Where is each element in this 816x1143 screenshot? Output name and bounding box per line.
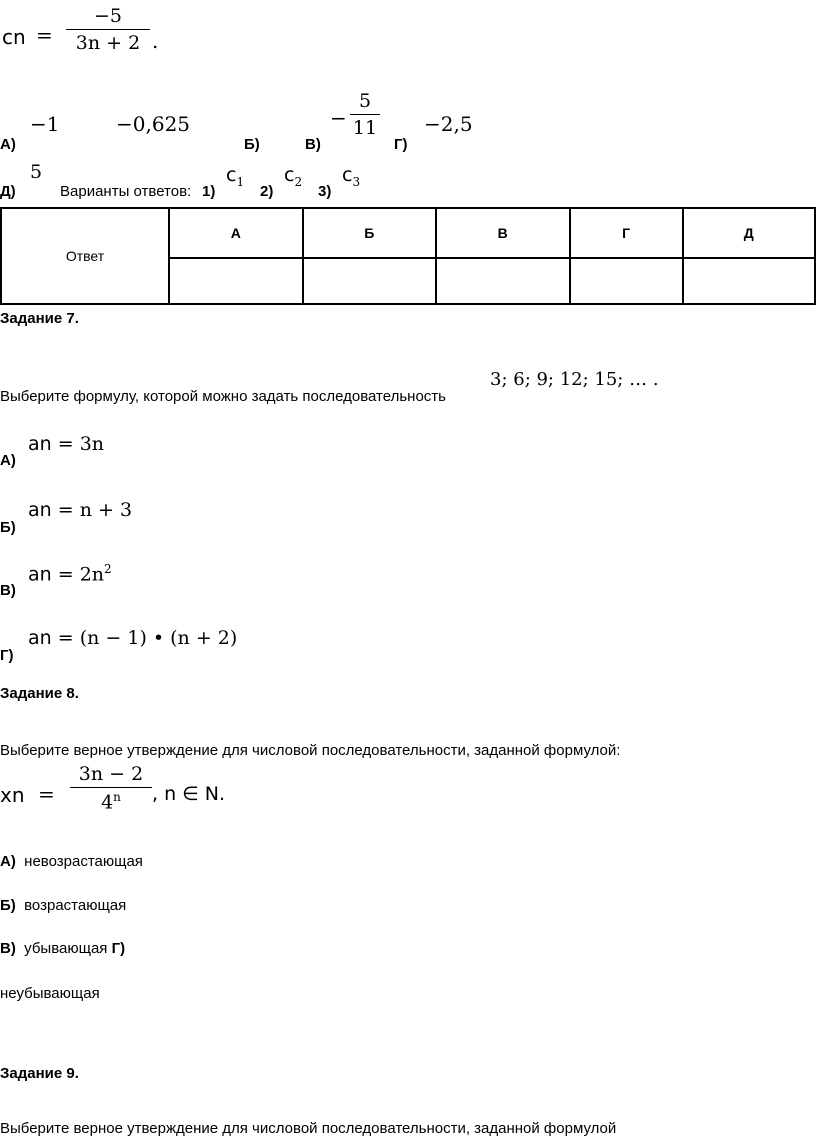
q8-option-v-label: В) [0, 940, 16, 957]
q7-option-v-label: В) [0, 582, 16, 599]
answer-cell-g[interactable] [570, 258, 683, 304]
q6-formula [2, 5, 172, 65]
q6-value-3-fraction [350, 90, 380, 139]
q6-value-3-sign: − [330, 106, 347, 130]
q8-option-a-text: невозрастающая [24, 853, 143, 870]
answer-header-a: А [169, 208, 303, 258]
q6-variant-1-symbol: $c_1$ [226, 164, 245, 189]
q7-sequence: 3; 6; 9; 12; 15; … . [490, 369, 659, 390]
q6-value-5: 5 [30, 161, 43, 183]
q8-formula-lhs: xn [0, 783, 25, 807]
answer-header-v: В [436, 208, 570, 258]
q6-option-b-label: Б) [244, 136, 260, 153]
answer-cell-a[interactable] [169, 258, 303, 304]
q6-formula-lhs: cn [2, 25, 26, 49]
q9-title: Задание 9. [0, 1065, 79, 1082]
q6-option-d-label: Д) [0, 183, 16, 200]
q7-option-b-formula: an = n + 3 [28, 499, 133, 521]
q8-option-a [0, 853, 143, 870]
q6-variant-2-symbol: $c_2$ [284, 164, 303, 189]
q6-variant-2-num: 2) [260, 183, 274, 200]
q6-formula-eq: = [36, 23, 53, 47]
q6-option-v-label: В) [305, 136, 321, 153]
answer-table [0, 207, 816, 305]
q8-formula-den: 4$^n$ [101, 790, 121, 814]
q8-formula-num: 3n − 2 [78, 763, 144, 785]
answer-cell-b[interactable] [303, 258, 436, 304]
q6-formula-fraction [66, 5, 150, 54]
answer-header-b: Б [303, 208, 436, 258]
q7-option-v-formula: an = $2n^2$ [28, 562, 112, 586]
q9-text: Выберите верное утверждение для числовой последовательности, заданной формулой [0, 1120, 617, 1137]
q6-variant-3-num: 3) [318, 183, 332, 200]
q8-text: Выберите верное утверждение для числовой последовательности, заданной формулой: [0, 742, 621, 759]
q6-variant-3-symbol: $c_3$ [342, 164, 361, 189]
answer-row-label: Ответ [1, 208, 169, 304]
q8-formula-tail: , n ∈ N. [152, 783, 226, 805]
answer-header-d: Д [683, 208, 815, 258]
q8-option-g-text: неубывающая [0, 985, 100, 1002]
q7-text: Выберите формулу, которой можно задать последовательность [0, 388, 446, 405]
q8-option-g-label: Г) [111, 940, 126, 957]
q8-option-v [0, 940, 125, 957]
q8-formula-fraction [70, 763, 152, 813]
q6-value-4: −2,5 [424, 112, 473, 136]
q6-value-1: −1 [30, 112, 60, 136]
q8-formula [0, 763, 260, 823]
q6-formula-period: . [152, 29, 159, 53]
q7-title: Задание 7. [0, 310, 79, 327]
q6-formula-den: 3n + 2 [75, 32, 141, 54]
q6-option-a-label: А) [0, 136, 16, 153]
answer-cell-v[interactable] [436, 258, 570, 304]
q8-option-b [0, 897, 126, 914]
q6-formula-num: −5 [93, 5, 122, 27]
q7-option-g-formula: an = (n − 1) • (n + 2) [28, 627, 238, 649]
q6-value-3-den: 11 [352, 117, 378, 139]
answer-cell-d[interactable] [683, 258, 815, 304]
q6-value-3-num: 5 [358, 90, 372, 112]
q8-option-b-label: Б) [0, 897, 16, 914]
q8-formula-eq: = [38, 782, 55, 806]
q6-variants-prefix: Варианты ответов: [60, 183, 192, 200]
q6-option-g-label: Г) [394, 136, 408, 153]
q8-option-b-text: возрастающая [24, 897, 127, 914]
q6-variant-1-num: 1) [202, 183, 216, 200]
q8-option-v-text: убывающая [24, 940, 108, 957]
q7-option-a-label: А) [0, 452, 16, 469]
q7-option-g-label: Г) [0, 647, 14, 664]
answer-header-g: Г [570, 208, 683, 258]
q7-option-b-label: Б) [0, 519, 16, 536]
q8-option-a-label: А) [0, 853, 16, 870]
q7-option-a-formula: an = 3n [28, 433, 105, 455]
q6-value-2: −0,625 [116, 112, 191, 136]
q8-title: Задание 8. [0, 685, 79, 702]
